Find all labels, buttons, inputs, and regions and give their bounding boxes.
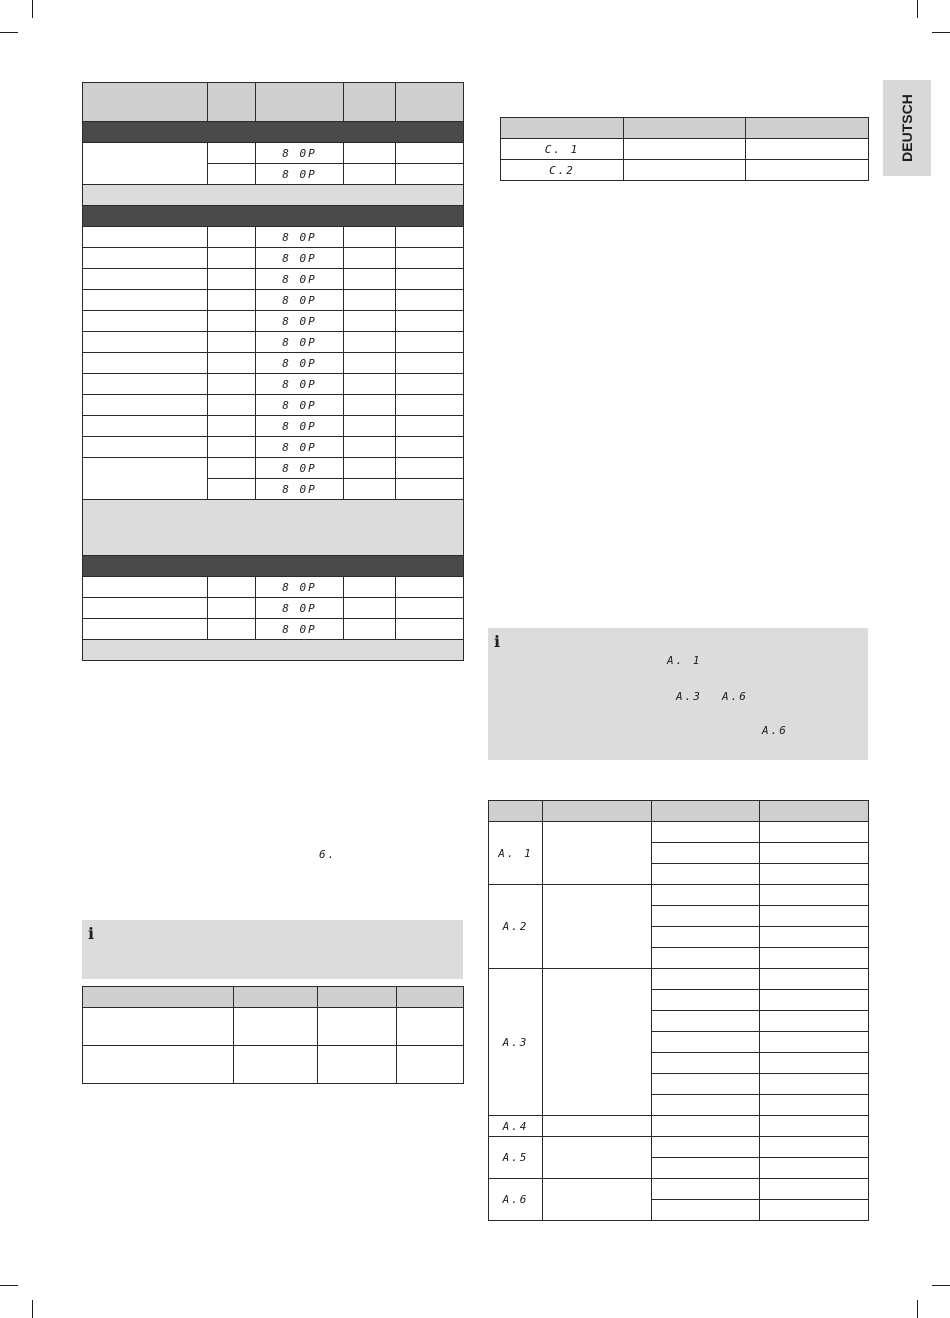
- table-row: [489, 1137, 869, 1158]
- table-row: [83, 619, 464, 640]
- table-row: [83, 416, 464, 437]
- a-code: A.4: [502, 1119, 529, 1133]
- c-code: C. 1: [544, 142, 580, 156]
- display-code: 8 0P: [282, 440, 317, 454]
- display-code: 8 0P: [282, 146, 317, 160]
- code-a1: A. 1: [667, 654, 702, 667]
- crop-mark: [917, 0, 918, 18]
- settings-table: [82, 82, 464, 661]
- section-band: [83, 556, 464, 577]
- display-code: 8 0P: [282, 622, 317, 636]
- table-header-row: [83, 83, 464, 122]
- display-code: 8 0P: [282, 461, 317, 475]
- language-tab-label: DEUTSCH: [899, 94, 915, 162]
- crop-mark: [932, 32, 950, 33]
- table-row: [83, 1046, 464, 1084]
- table-row: [501, 160, 869, 181]
- language-tab: [883, 80, 931, 176]
- a-code-table: [488, 800, 869, 1221]
- display-code: 8 0P: [282, 293, 317, 307]
- crop-mark: [917, 1300, 918, 1318]
- display-code: 8 0P: [282, 314, 317, 328]
- table-row: [489, 969, 869, 990]
- a-code: A. 1: [498, 846, 533, 860]
- c-code: C.2: [549, 163, 575, 177]
- table-row: [83, 374, 464, 395]
- display-code: 8 0P: [282, 482, 317, 496]
- table-row: [83, 269, 464, 290]
- table-row: [83, 143, 464, 164]
- display-code: 8 0P: [282, 601, 317, 615]
- c-code-table: [500, 117, 869, 181]
- a-code: A.6: [502, 1193, 529, 1206]
- crop-mark: [32, 0, 33, 18]
- info-box: [488, 628, 868, 760]
- table-row: [489, 885, 869, 906]
- display-code-6: 6.: [319, 848, 337, 861]
- table-row: [83, 332, 464, 353]
- display-code: 8 0P: [282, 230, 317, 244]
- table-row: [83, 311, 464, 332]
- display-code: 8 0P: [282, 272, 317, 286]
- a-code: A.3: [502, 1035, 529, 1049]
- code-a6: A.6: [762, 724, 788, 737]
- crop-mark: [932, 1285, 950, 1286]
- info-icon: i: [88, 924, 95, 943]
- display-code: 8 0P: [282, 377, 317, 391]
- table-row: [83, 1008, 464, 1046]
- display-code: 8 0P: [282, 251, 317, 265]
- table-row: [83, 248, 464, 269]
- crop-mark: [0, 32, 18, 33]
- display-code: 8 0P: [282, 167, 317, 181]
- a-code: A.5: [502, 1151, 529, 1164]
- table-row: [83, 353, 464, 374]
- note-row: [83, 640, 464, 661]
- code-a3: A.3: [676, 690, 702, 703]
- table-row: [501, 139, 869, 160]
- table-row: [489, 1116, 869, 1137]
- info-icon: i: [494, 632, 501, 651]
- info-box: [82, 920, 463, 979]
- display-code: 8 0P: [282, 356, 317, 370]
- table-row: [83, 395, 464, 416]
- table-row: [489, 1179, 869, 1200]
- table-header-row: [501, 118, 869, 139]
- section-band: [83, 206, 464, 227]
- table-header-row: [489, 801, 869, 822]
- table-row: [83, 598, 464, 619]
- crop-mark: [0, 1285, 18, 1286]
- note-row: [83, 500, 464, 556]
- table-row: [489, 822, 869, 843]
- crop-mark: [32, 1300, 33, 1318]
- display-code: 8 0P: [282, 419, 317, 433]
- table-header-row: [83, 987, 464, 1008]
- table-row: [83, 577, 464, 598]
- table-row: [83, 290, 464, 311]
- display-code: 8 0P: [282, 580, 317, 594]
- code-a6: A.6: [722, 690, 748, 703]
- display-code: 8 0P: [282, 335, 317, 349]
- display-code: 8 0P: [282, 398, 317, 412]
- table-row: [83, 227, 464, 248]
- a-code: A.2: [502, 920, 529, 933]
- table-row: [83, 437, 464, 458]
- table-row: [83, 458, 464, 479]
- section-band: [83, 122, 464, 143]
- note-row: [83, 185, 464, 206]
- small-table: [82, 986, 464, 1084]
